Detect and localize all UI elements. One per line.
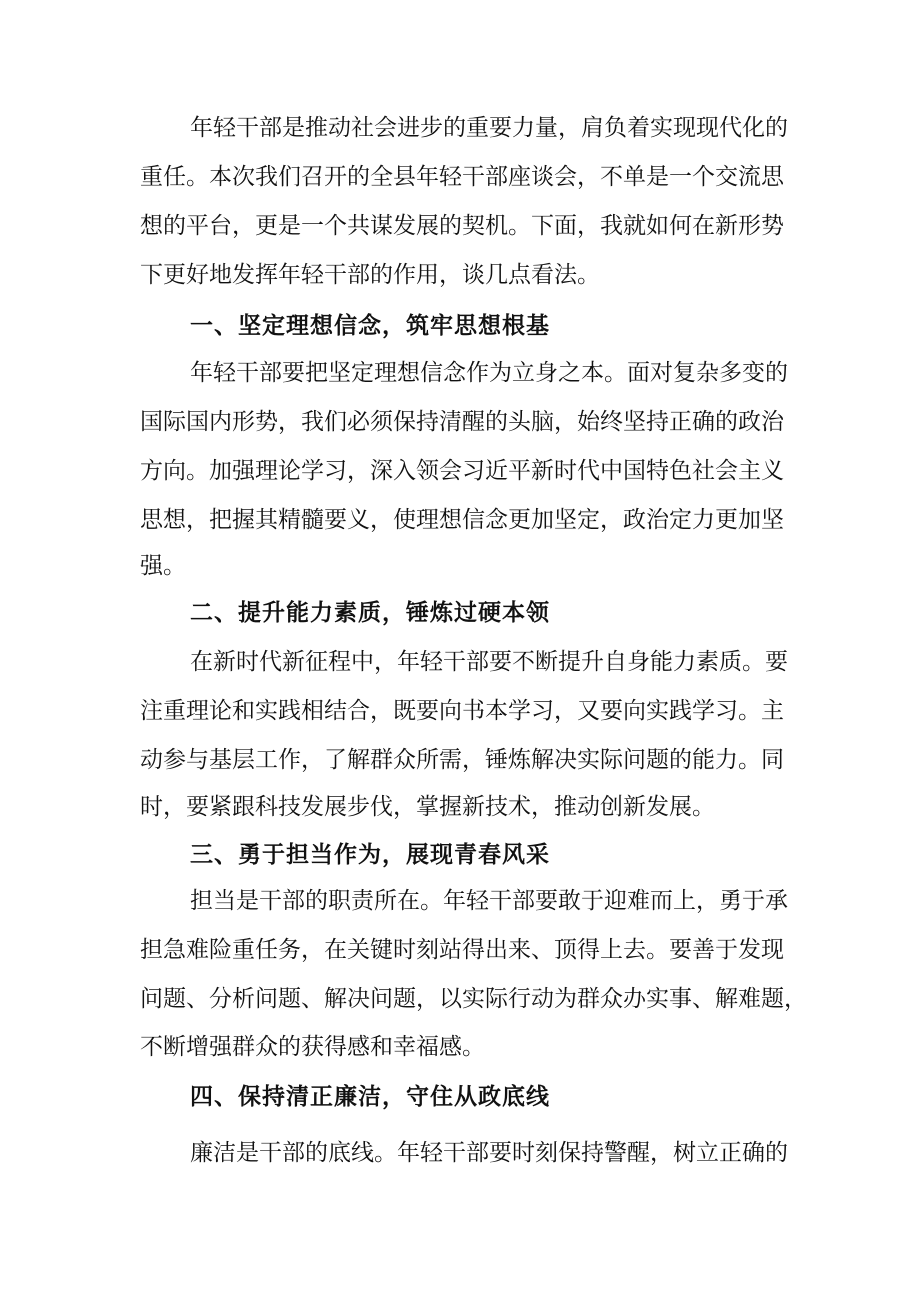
section-heading: 四、保持清正廉洁，守住从政底线 [190, 1083, 550, 1110]
section-heading: 一、坚定理想信念，筑牢思想根基 [190, 312, 550, 339]
body-line: 廉洁是干部的底线。年轻干部要时刻保持警醒，树立正确的 [190, 1140, 788, 1166]
intro-line: 年轻干部是推动社会进步的重要力量，肩负着实现现代化的 [190, 115, 788, 141]
body-line: 注重理论和实践相结合，既要向书本学习，又要向实践学习。主 [140, 698, 784, 724]
body-line: 时，要紧跟科技发展步伐，掌握新技术，推动创新发展。 [140, 794, 715, 820]
body-line: 担当是干部的职责所在。年轻干部要敢于迎难而上，勇于承 [190, 888, 788, 914]
section-heading: 三、勇于担当作为，展现青春风采 [190, 841, 550, 868]
body-line: 担急难险重任务，在关键时刻站得出来、顶得上去。要善于发现 [140, 937, 784, 963]
body-line: 动参与基层工作，了解群众所需，锤炼解决实际问题的能力。同 [140, 747, 784, 773]
body-line: 年轻干部要把坚定理想信念作为立身之本。面对复杂多变的 [190, 360, 788, 386]
body-line: 不断增强群众的获得感和幸福感。 [140, 1034, 485, 1060]
body-line: 问题、分析问题、解决问题，以实际行动为群众办实事、解难题， [140, 986, 807, 1012]
body-line: 方向。加强理论学习，深入领会习近平新时代中国特色社会主义 [140, 458, 784, 484]
intro-line: 想的平台，更是一个共谋发展的契机。下面，我就如何在新形势 [140, 213, 784, 239]
body-line: 国际国内形势，我们必须保持清醒的头脑，始终坚持正确的政治 [140, 409, 784, 435]
body-line: 强。 [140, 553, 186, 579]
intro-line: 重任。本次我们召开的全县年轻干部座谈会，不单是一个交流思 [140, 164, 784, 190]
body-line: 思想，把握其精髓要义，使理想信念更加坚定，政治定力更加坚 [140, 507, 784, 533]
body-line: 在新时代新征程中，年轻干部要不断提升自身能力素质。要 [190, 649, 788, 675]
section-heading: 二、提升能力素质，锤炼过硬本领 [190, 599, 550, 626]
intro-line: 下更好地发挥年轻干部的作用，谈几点看法。 [140, 262, 600, 288]
